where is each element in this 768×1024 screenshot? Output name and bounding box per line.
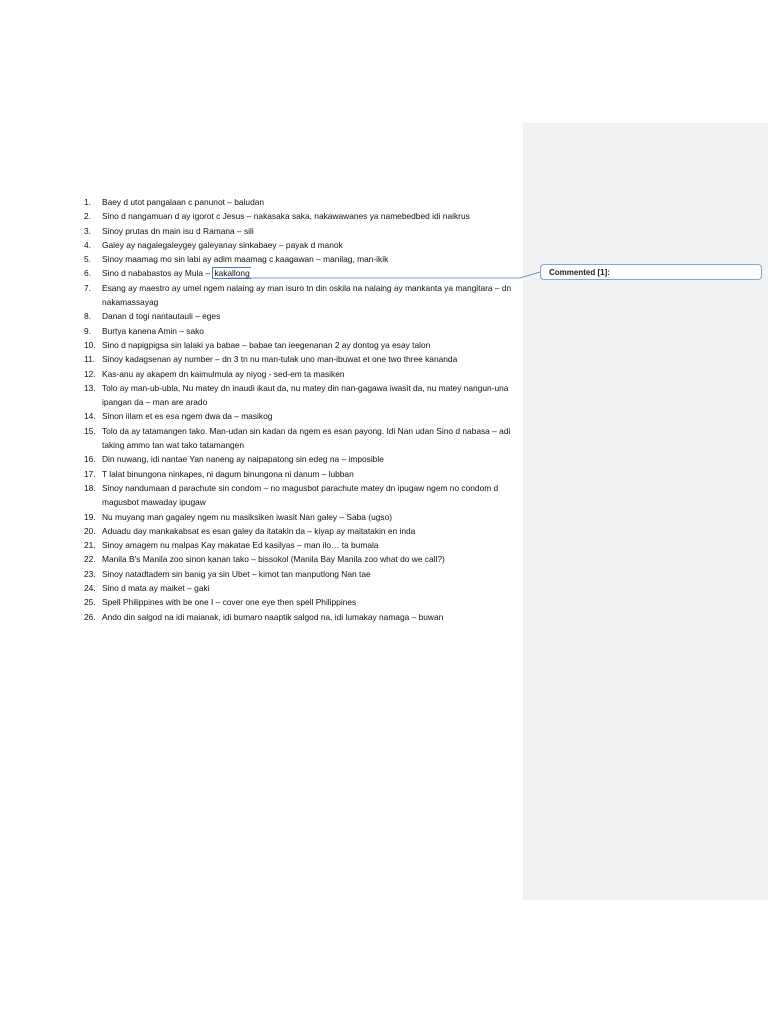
list-item-text: Esang ay maestro ay umel ngem nalaing ay man isuro tn din oskila na nalaing ay mankanta ya mangitara – dn nakamassayag xyxy=(102,282,512,308)
list-item-number: 12. xyxy=(84,368,96,379)
list-item-text: Din nuwang, idi nantae Yan naneng ay naipapatong sin edeg na – imposible xyxy=(102,454,384,465)
list-item xyxy=(84,224,520,238)
list-item-text: Sino d napigpigsa sin lalaki ya babae – babae tan ieegenanan 2 ay dontog ya esay talon xyxy=(102,339,431,350)
list-item-text: Sinoy amagem nu malpas Kay makatae Ed kasilyas – man ilo… ta bumala xyxy=(102,540,379,551)
list-item-text: Sino d nangamuan d ay igorot c Jesus – nakasaka saka, nakawawanes ya namebedbed idi naikrus xyxy=(102,211,470,222)
list-item-text: T lalat binungona ninkapes, ni dagum binungona ni danum – lubban xyxy=(102,468,354,479)
list-item xyxy=(84,424,520,453)
list-item-number: 9. xyxy=(84,325,91,336)
list-item-number: 1. xyxy=(84,197,91,207)
list-item xyxy=(84,309,520,323)
list-item-text: Sinoy prutas dn main isu d Ramana – sili xyxy=(102,225,254,236)
list-item-number: 8. xyxy=(84,311,91,322)
list-item-number: 21. xyxy=(84,540,96,551)
list-item xyxy=(84,338,520,352)
list-item-text: Spell Philippines with be one I – cover one eye then spell Philippines xyxy=(102,597,357,608)
list-item xyxy=(84,352,520,366)
list-item xyxy=(84,238,520,252)
list-item xyxy=(84,595,520,609)
list-item xyxy=(84,538,520,552)
list-item-text: Burtya kanena Amin – sako xyxy=(102,325,204,336)
list-item-text: Manila B's Manila zoo sinon kanan tako – bissokol (Manila Bay Manila zoo what do we call?) xyxy=(102,554,445,565)
list-item xyxy=(84,381,520,410)
list-item-text: Nu muyang man gagaley ngem nu masiksiken iwasit Nan galey – Saba (ugso) xyxy=(102,511,393,522)
commented-text-highlight[interactable]: kakallong xyxy=(214,268,250,279)
list-item xyxy=(84,281,520,310)
list-item-number: 2. xyxy=(84,211,91,222)
list-item xyxy=(84,552,520,566)
list-item-text: Sino d mata ay maiket – gaki xyxy=(102,583,210,594)
list-item-number: 20. xyxy=(84,525,96,536)
list-item-text: Sino d nababastos ay Mula – xyxy=(102,268,213,279)
list-item-number: 15. xyxy=(84,425,96,436)
list-item xyxy=(84,452,520,466)
list-item-number: 23. xyxy=(84,568,96,579)
list-item xyxy=(84,409,520,423)
list-item xyxy=(84,324,520,338)
list-item xyxy=(84,567,520,581)
list-item-text: Tolo ay man-ub-ubla, Nu matey dn inaudi ikaut da, nu matey din nan-gagawa iwasit da, nu matey nangun-una ipangan da – man are arado xyxy=(102,382,509,408)
comment-label: Commented [1]: xyxy=(549,268,610,277)
comment-pane xyxy=(523,123,768,900)
list-item-number: 5. xyxy=(84,254,91,265)
list-item-text: Kas-anu ay akapem dn kaimulmula ay niyog - sed-em ta masiken xyxy=(102,368,345,379)
list-item xyxy=(84,209,520,223)
list-item xyxy=(84,610,520,624)
list-item-number: 17. xyxy=(84,468,96,479)
list-item-text: Sinoy natadtadem sin banig ya sin Ubet – kimot tan manputlong Nan tae xyxy=(102,568,371,579)
list-item xyxy=(84,195,520,209)
list-item-number: 6. xyxy=(84,268,91,279)
list-item xyxy=(84,481,520,510)
list-item-text: Danan d togi nantautauli – eges xyxy=(102,311,221,322)
list-item-text: Galey ay nagalegaleygey galeyanay sinkabaey – payak d manok xyxy=(102,239,343,250)
list-item xyxy=(84,510,520,524)
list-item xyxy=(84,252,520,266)
list-item-number: 19. xyxy=(84,511,96,522)
list-item xyxy=(84,524,520,538)
list-item-number: 11. xyxy=(84,354,96,365)
comment-balloon[interactable] xyxy=(540,264,762,280)
list-item-text: Baey d utot pangalaan c panunot – baludan xyxy=(102,197,265,207)
list-item xyxy=(84,266,520,280)
list-item-number: 25. xyxy=(84,597,96,608)
list-item-number: 16. xyxy=(84,454,96,465)
list-item xyxy=(84,367,520,381)
list-item xyxy=(84,467,520,481)
list-item-number: 18. xyxy=(84,482,96,493)
list-item-number: 3. xyxy=(84,225,91,236)
list-item-text: Ando din salgod na idi maianak, idi bumaro naaptik salgod na, idi lumakay namaga – buwan xyxy=(102,611,444,622)
list-item-number: 4. xyxy=(84,239,91,250)
list-item-text: Sinon iilam et es esa ngem dwa da – masikog xyxy=(102,411,273,422)
list-item-text: Sinoy kadagsenan ay number – dn 3 tn nu man-tulak uno man-ibuwat et one two three kananda xyxy=(102,354,458,365)
list-item-number: 13. xyxy=(84,382,96,393)
list-item-number: 24. xyxy=(84,583,96,594)
list-item-number: 10. xyxy=(84,339,96,350)
list-item-text: Tolo da ay tatamangen tako. Man-udan sin kadan da ngem es esan payong. Idi Nan udan Sino d nabasa – adi taking ammo tan wat tako tatamangen xyxy=(102,425,511,451)
list-item-number: 26. xyxy=(84,611,96,622)
list-item-number: 7. xyxy=(84,282,91,293)
list-item-text: Aduadu day mankakabsat es esan galey da itatakin da – kiyap ay maitatakin en inda xyxy=(102,525,416,536)
list-item-number: 14. xyxy=(84,411,96,422)
riddle-list xyxy=(84,195,520,624)
list-item-text: Sinoy nandumaan d parachute sin condom – no magusbot parachute matey dn ipugaw ngem no condom d magusbot mawaday ipugaw xyxy=(102,482,499,508)
list-item-text: Sinoy maamag mo sin labi ay adim maamag c kaagawan – manilag, man-ikik xyxy=(102,254,389,265)
list-item-number: 22. xyxy=(84,554,96,565)
list-item xyxy=(84,581,520,595)
